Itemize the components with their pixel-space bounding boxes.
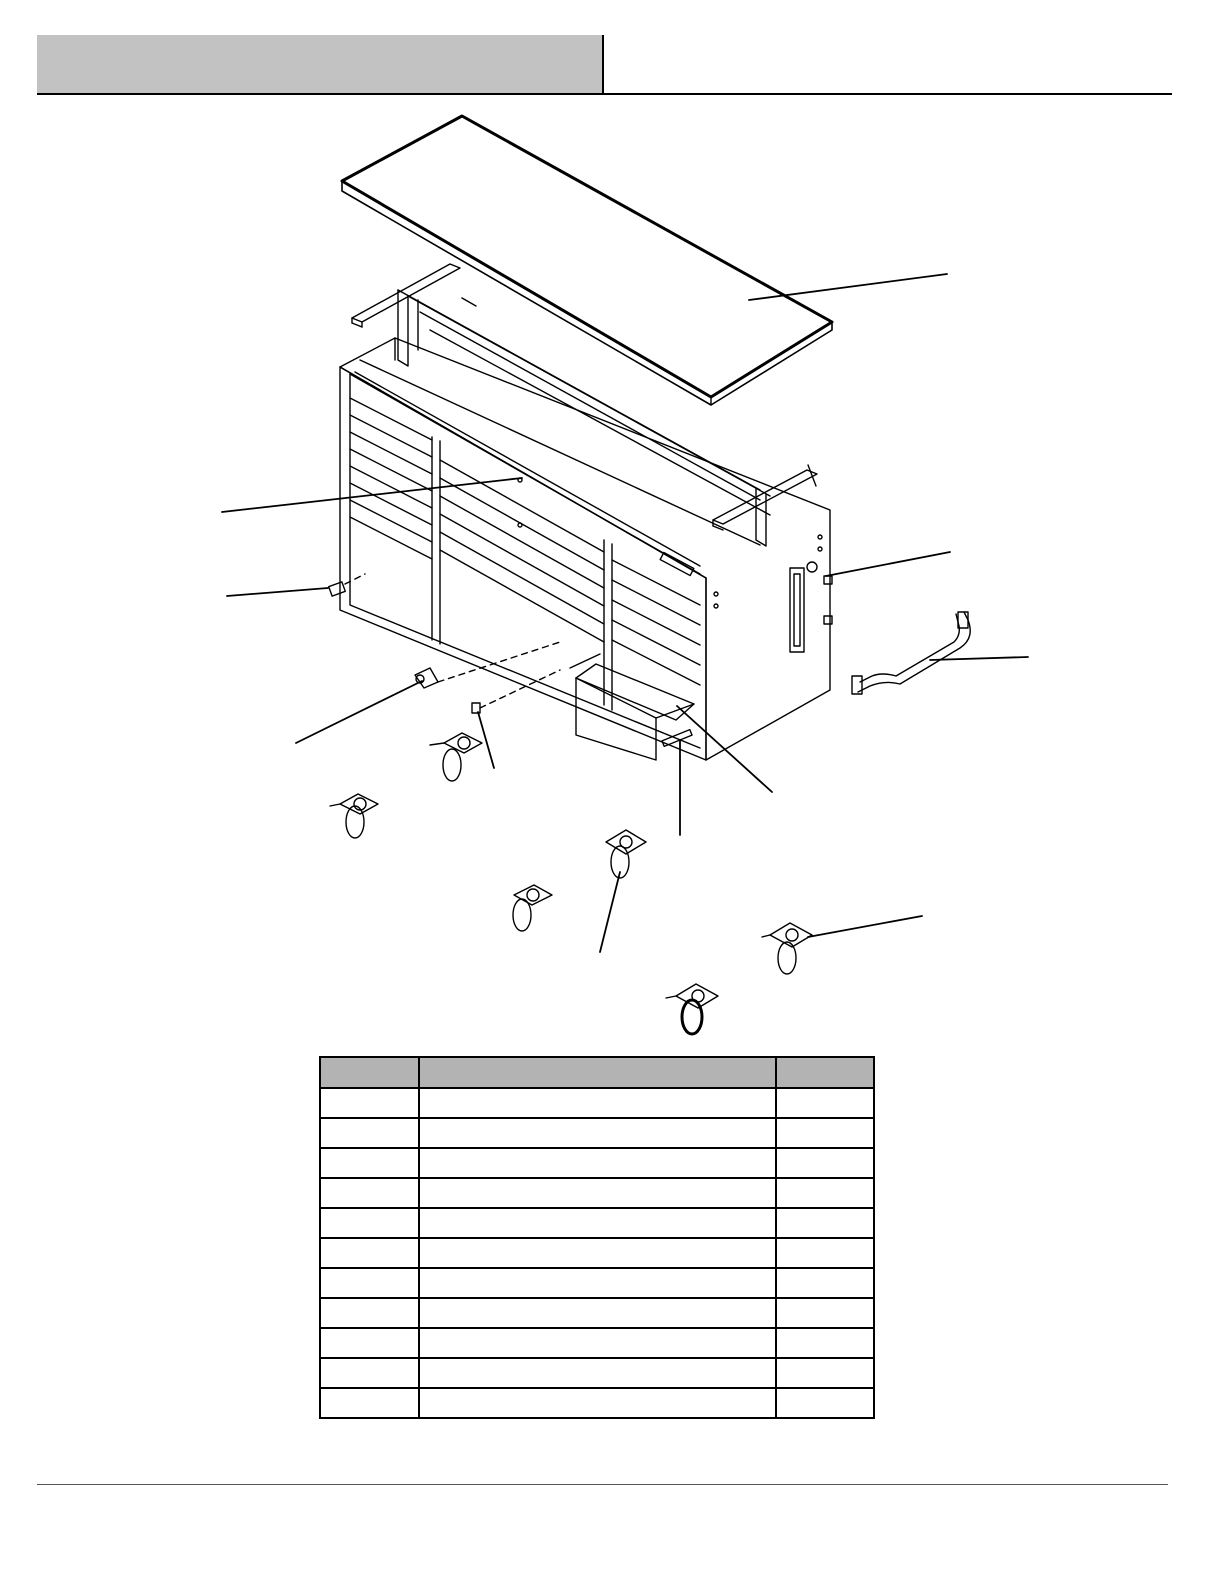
cell-quantity — [776, 1208, 874, 1238]
worktop-panel — [342, 116, 832, 405]
cell-part — [320, 1298, 419, 1328]
header-part — [320, 1057, 419, 1088]
cell-description — [419, 1298, 775, 1328]
table-row — [320, 1388, 874, 1418]
cell-part — [320, 1178, 419, 1208]
cell-quantity — [776, 1148, 874, 1178]
table-row — [320, 1238, 874, 1268]
cell-description — [419, 1388, 775, 1418]
cell-part — [320, 1388, 419, 1418]
table-row — [320, 1118, 874, 1148]
cell-part — [320, 1208, 419, 1238]
cell-part — [320, 1118, 419, 1148]
cell-description — [419, 1268, 775, 1298]
cell-quantity — [776, 1178, 874, 1208]
cell-description — [419, 1358, 775, 1388]
cell-description — [419, 1148, 775, 1178]
cell-quantity — [776, 1388, 874, 1418]
table-row — [320, 1358, 874, 1388]
header-quantity — [776, 1057, 874, 1088]
cell-part — [320, 1358, 419, 1388]
table-row — [320, 1268, 874, 1298]
cell-quantity — [776, 1238, 874, 1268]
cell-quantity — [776, 1298, 874, 1328]
table-row — [320, 1088, 874, 1118]
cell-description — [419, 1328, 775, 1358]
table-header-row — [320, 1057, 874, 1088]
cell-description — [419, 1238, 775, 1268]
open-drawer — [570, 654, 694, 760]
parts-table — [319, 1056, 875, 1419]
footer-rule — [37, 1484, 1168, 1485]
cell-description — [419, 1118, 775, 1148]
cell-quantity — [776, 1268, 874, 1298]
cell-description — [419, 1208, 775, 1238]
cell-description — [419, 1088, 775, 1118]
cell-part — [320, 1328, 419, 1358]
table-row — [320, 1328, 874, 1358]
side-handle — [852, 612, 970, 694]
caster-wheels — [330, 733, 812, 1034]
cell-quantity — [776, 1358, 874, 1388]
table-row — [320, 1208, 874, 1238]
leader-lines — [222, 274, 1028, 952]
cell-quantity — [776, 1328, 874, 1358]
cell-part — [320, 1268, 419, 1298]
cell-quantity — [776, 1088, 874, 1118]
cell-quantity — [776, 1118, 874, 1148]
table-row — [320, 1178, 874, 1208]
cell-description — [419, 1178, 775, 1208]
cabinet-body — [340, 338, 832, 760]
table-row — [320, 1148, 874, 1178]
header-description — [419, 1057, 775, 1088]
table-row — [320, 1298, 874, 1328]
cell-part — [320, 1148, 419, 1178]
cell-part — [320, 1088, 419, 1118]
cell-part — [320, 1238, 419, 1268]
